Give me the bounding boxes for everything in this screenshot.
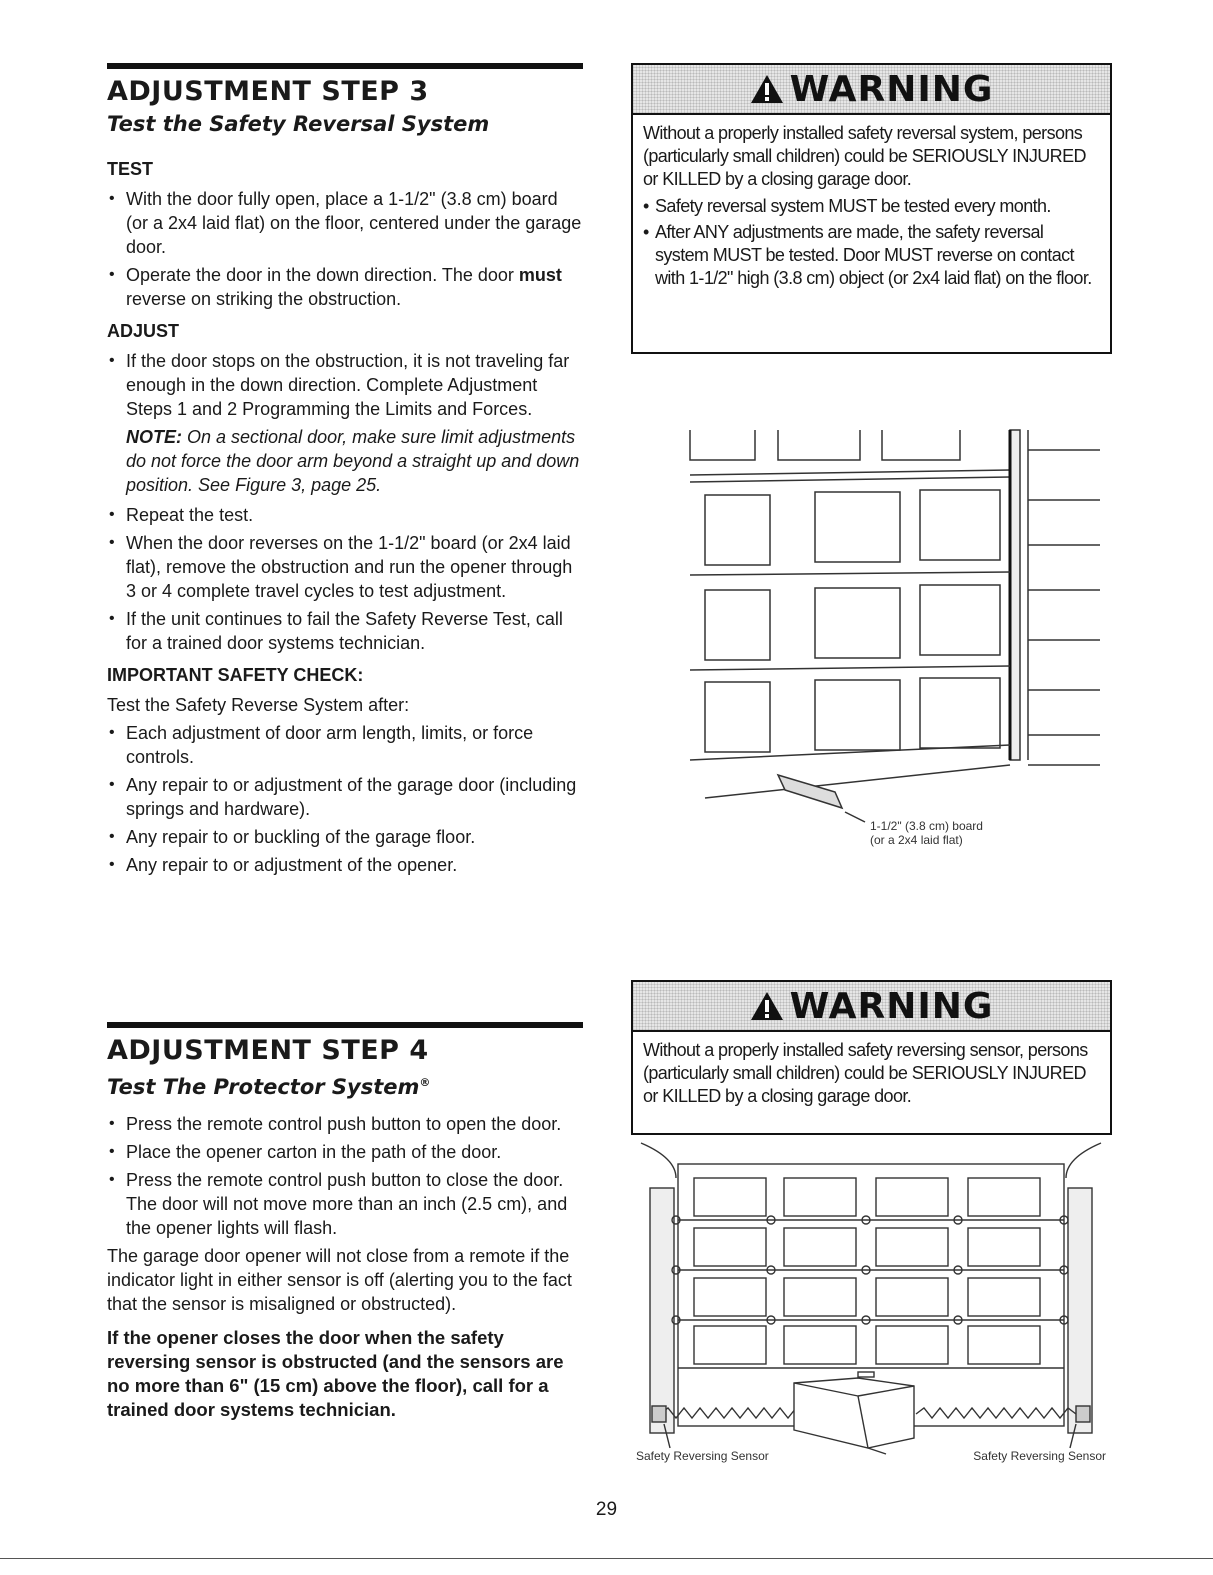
figure-board-under-door bbox=[660, 420, 1110, 860]
warning-intro: Without a properly installed safety reversing sensor, persons (particularly small children) could be SERIOUSLY INJURED or KILLED by a closing garage door. bbox=[643, 1040, 1088, 1106]
step4-list bbox=[107, 1112, 583, 1240]
test-heading: TEST bbox=[107, 159, 154, 179]
registered-mark: ® bbox=[419, 1076, 431, 1089]
emphasis: must bbox=[518, 265, 562, 285]
list-item: • After ANY adjustments are made, the safety reversal system MUST be tested. Door MUST reverse on contact with 1-1/2" high (3.8 cm) object (or 2x4 laid flat) on the floor. bbox=[643, 221, 1100, 290]
list-item: • Press the remote control push button to close the door. The door will not move more than an inch (2.5 cm), and the opener lights will flash. bbox=[107, 1168, 583, 1240]
safety-intro: Test the Safety Reverse System after: bbox=[107, 695, 410, 715]
sensor-label-left: Safety Reversing Sensor bbox=[636, 1449, 769, 1463]
test-list bbox=[107, 187, 583, 311]
figure1-caption-line2: (or a 2x4 laid flat) bbox=[870, 833, 963, 847]
warning-box-2 bbox=[631, 980, 1112, 1135]
subtitle-text: Test The Protector System bbox=[107, 1075, 420, 1099]
warning-header bbox=[633, 65, 1110, 115]
list-item: • If the door stops on the obstruction, it is not traveling far enough in the down direction. Complete Adjustment Steps 1 and 2 Programming the Limits and Forces. bbox=[107, 349, 583, 421]
step4-title: ADJUSTMENT STEP 4 bbox=[107, 1035, 429, 1066]
list-item: • Safety reversal system MUST be tested every month. bbox=[643, 195, 1100, 218]
list-item: • When the door reverses on the 1-1/2" board (or 2x4 laid flat), remove the obstruction and run the opener through 3 or 4 complete travel cycles to test adjustment. bbox=[107, 531, 583, 603]
text-run: Operate the door in the down direction. The door bbox=[126, 265, 519, 285]
list-item: • With the door fully open, place a 1-1/2" (3.8 cm) board (or a 2x4 laid flat) on the floor, centered under the garage door. bbox=[107, 187, 583, 259]
step4-paragraph: The garage door opener will not close from a remote if the indicator light in either sensor is off (alerting you to the fact that the sensor is misaligned or obstructed). bbox=[107, 1246, 572, 1314]
step3-section bbox=[107, 63, 583, 881]
warning-body bbox=[633, 1032, 1110, 1124]
page-number: 29 bbox=[595, 1499, 618, 1520]
list-item: • If the unit continues to fail the Safety Reverse Test, call for a trained door systems technician. bbox=[107, 607, 583, 655]
step3-subtitle: Test the Safety Reversal System bbox=[107, 112, 490, 136]
adjust-list bbox=[107, 349, 583, 421]
list-item: • Each adjustment of door arm length, limits, or force controls. bbox=[107, 721, 583, 769]
warning-triangle-icon bbox=[750, 991, 784, 1021]
step4-subtitle bbox=[107, 1070, 583, 1100]
figure1-caption-line1: 1-1/2" (3.8 cm) board bbox=[870, 819, 983, 833]
warning-title: WARNING bbox=[789, 985, 994, 1027]
note bbox=[107, 425, 583, 497]
adjust-heading: ADJUST bbox=[107, 321, 180, 341]
warning-header bbox=[633, 982, 1110, 1032]
warning-intro: Without a properly installed safety reversal system, persons (particularly small children) could be SERIOUSLY INJURED or KILLED by a closing garage door. bbox=[643, 123, 1086, 189]
warning-triangle-icon bbox=[750, 74, 784, 104]
text-run: reverse on striking the obstruction. bbox=[126, 289, 402, 309]
bottom-rule bbox=[0, 1558, 1213, 1559]
sensor-label-right: Safety Reversing Sensor bbox=[973, 1449, 1106, 1463]
note-label: NOTE: bbox=[126, 427, 182, 447]
note-text: On a sectional door, make sure limit adjustments do not force the door arm beyond a straight up and down position. See Figure 3, page 25. bbox=[126, 427, 580, 495]
figure-protector-system bbox=[636, 1138, 1106, 1468]
section-rule bbox=[107, 63, 583, 69]
list-item: • Any repair to or buckling of the garage floor. bbox=[107, 825, 583, 849]
warning-box-1 bbox=[631, 63, 1112, 354]
list-item: • Repeat the test. bbox=[107, 503, 583, 527]
warning-title: WARNING bbox=[789, 68, 994, 110]
list-item: • Any repair to or adjustment of the opener. bbox=[107, 853, 583, 877]
list-item: • Any repair to or adjustment of the garage door (including springs and hardware). bbox=[107, 773, 583, 821]
section-rule bbox=[107, 1022, 583, 1028]
safety-list bbox=[107, 721, 583, 877]
adjust-list-cont bbox=[107, 503, 583, 655]
step4-section bbox=[107, 1022, 583, 1422]
step4-bold-paragraph: If the opener closes the door when the safety reversing sensor is obstructed (and the sensors are no more than 6" (15 cm) above the floor), call for a trained door systems technician. bbox=[107, 1327, 564, 1420]
safety-check-heading: IMPORTANT SAFETY CHECK: bbox=[107, 665, 364, 685]
warning-body bbox=[633, 115, 1110, 305]
step3-title: ADJUSTMENT STEP 3 bbox=[107, 76, 429, 107]
warning-list bbox=[643, 195, 1100, 290]
list-item bbox=[107, 263, 583, 311]
list-item: • Press the remote control push button to open the door. bbox=[107, 1112, 583, 1136]
list-item: • Place the opener carton in the path of the door. bbox=[107, 1140, 583, 1164]
